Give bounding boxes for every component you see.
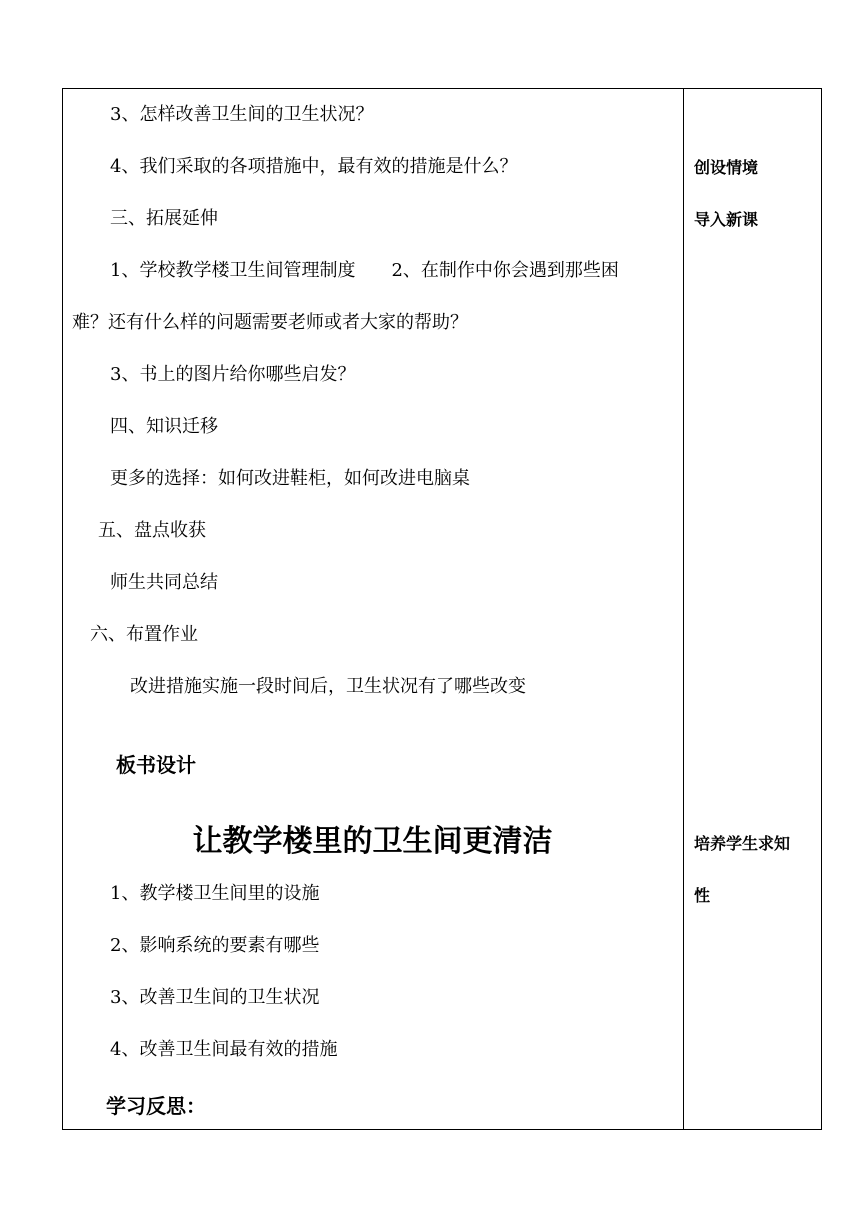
text-line: 3、怎样改善卫生间的卫生状况？: [110, 104, 374, 125]
side-note: 培养学生求知: [694, 834, 791, 853]
text-line: 4、我们采取的各项措施中，最有效的措施是什么？: [110, 156, 518, 177]
text-line: 更多的选择：如何改进鞋柜，如何改进电脑桌: [110, 468, 470, 489]
board-item: 3、改善卫生间的卫生状况: [110, 987, 320, 1008]
board-item: 1、教学楼卫生间里的设施: [110, 883, 320, 904]
column-divider: [683, 88, 684, 1130]
reflection-heading: 学习反思：: [106, 1094, 206, 1118]
board-title: 让教学楼里的卫生间更清洁: [192, 824, 553, 859]
text-line: 师生共同总结: [110, 572, 218, 593]
section-heading: 六、布置作业: [90, 624, 198, 645]
section-heading: 三、拓展延伸: [110, 208, 218, 229]
text-line: 1、学校教学楼卫生间管理制度 2、在制作中你会遇到那些困: [110, 260, 619, 281]
section-heading: 四、知识迁移: [110, 416, 218, 437]
side-note: 导入新课: [694, 210, 759, 229]
section-heading: 五、盘点收获: [98, 520, 206, 541]
board-heading: 板书设计: [116, 753, 196, 777]
lesson-table: [62, 88, 822, 1130]
text-line: 3、书上的图片给你哪些启发？: [110, 364, 356, 385]
board-item: 4、改善卫生间最有效的措施: [110, 1039, 338, 1060]
side-note: 创设情境: [694, 158, 759, 177]
board-item: 2、影响系统的要素有哪些: [110, 935, 320, 956]
text-line: 改进措施实施一段时间后，卫生状况有了哪些改变: [130, 676, 526, 697]
side-note: 性: [694, 886, 711, 905]
text-line: 难？还有什么样的问题需要老师或者大家的帮助？: [72, 312, 468, 333]
